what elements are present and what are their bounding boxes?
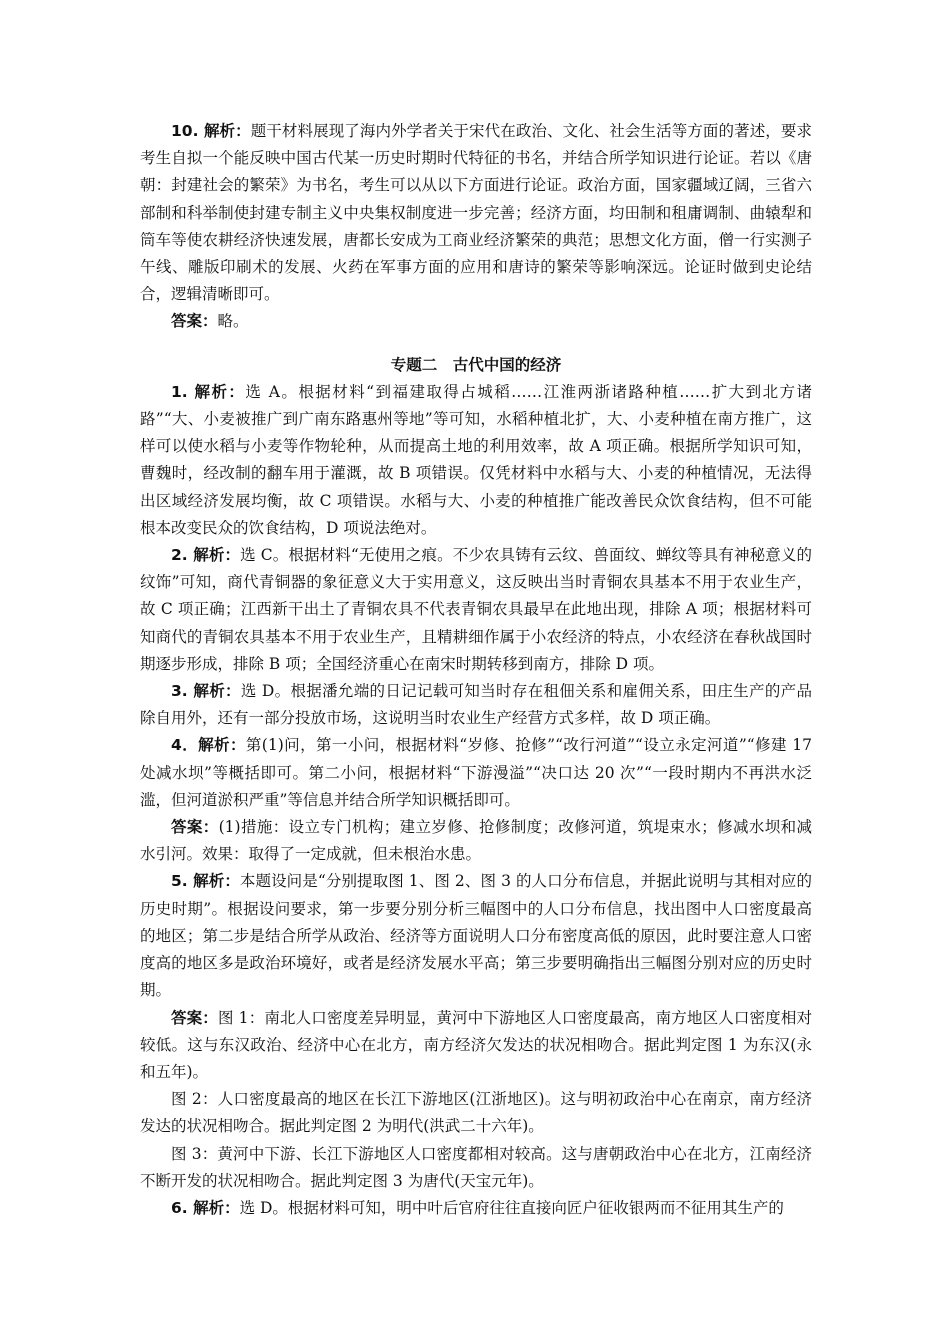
label-q6-analysis: 6. 解析：: [171, 1198, 240, 1217]
text-q5-analysis: 本题设问是“分别提取图 1、图 2、图 3 的人口分布信息，并据此说明与其相对应的历史时期”。根据设问要求，第一步要分别分析三幅图中的人口分布信息，找出图中人口密度最高的地区；第二步是结合所学从政治、经济等方面说明人口分布密度高低的原因，此时要注意人口密度高的地区多是政治环境好，或者是经济发展水平高；第三步要明确指出三幅图分别对应的历史时期。: [140, 872, 812, 1000]
text-q6-analysis: 选 D。根据材料可知，明中叶后官府往往直接向匠户征收银两而不征用其生产的: [239, 1198, 784, 1217]
paragraph-q4-analysis: [140, 732, 812, 814]
label-q10-analysis: 10. 解析：: [171, 122, 251, 140]
text-q4-answer: (1)措施：设立专门机构；建立岁修、抢修制度；改修河道，筑堤束水；修减水坝和减水引河。效果：取得了一定成就，但未根治水患。: [140, 818, 812, 864]
label-q1-analysis: 1. 解析：: [171, 382, 246, 401]
paragraph-q2-analysis: [140, 542, 812, 678]
paragraph-q3-analysis: [140, 678, 812, 732]
text-q4-analysis: 第(1)问，第一小问，根据材料“岁修、抢修”“改行河道”“设立永定河道”“修建 17 处减水坝”等概括即可。第二小问，根据材料“下游漫溢”“决口达 20 次”“一段时期内不再洪水泛滥，但河道淤积严重”等信息并结合所学知识概括即可。: [140, 736, 812, 809]
text-q5-answer-fig2: 图 2：人口密度最高的地区在长江下游地区(江浙地区)。这与明初政治中心在南京，南方经济发达的状况相吻合。据此判定图 2 为明代(洪武二十六年)。: [140, 1090, 812, 1136]
paragraph-q5-answer-fig1: [140, 1005, 812, 1087]
text-q2-analysis: 选 C。根据材料“无使用之痕。不少农具铸有云纹、兽面纹、蝉纹等具有神秘意义的纹饰”可知，商代青铜器的象征意义大于实用意义，这反映出当时青铜农具基本不用于农业生产，故 C 项正确；江西新干出土了青铜农具不代表青铜农具最早在此地出现，排除 A 项；根据材料可知商代的青铜农具基本不用于农业生产，且精耕细作属于小农经济的特点，小农经济在春秋战国时期逐步形成，排除 B 项；全国经济重心在南宋时期转移到南方，排除 D 项。: [140, 546, 812, 673]
paragraph-q5-analysis: [140, 868, 812, 1004]
paragraph-q10-answer: [140, 308, 812, 335]
paragraph-q6-analysis: [140, 1195, 812, 1222]
paragraph-q4-answer: [140, 814, 812, 868]
text-q10-analysis: 题干材料展现了海内外学者关于宋代在政治、文化、社会生活等方面的著述，要求考生自拟一个能反映中国古代某一历史时期时代特征的书名，并结合所学知识进行论证。若以《唐朝：封建社会的繁荣》为书名，考生可以从以下方面进行论证。政治方面，国家疆域辽阔，三省六部制和科举制使封建专制主义中央集权制度进一步完善；经济方面，均田制和租庸调制、曲辕犁和筒车等使农耕经济快速发展，唐都长安成为工商业经济繁荣的典范；思想文化方面，僧一行实测子午线、雕版印刷术的发展、火药在军事方面的应用和唐诗的繁荣等影响深远。论证时做到史论结合，逻辑清晰即可。: [140, 122, 812, 304]
paragraph-q1-analysis: [140, 379, 812, 542]
label-q3-analysis: 3. 解析：: [171, 682, 241, 701]
label-q5-analysis: 5. 解析：: [171, 872, 240, 891]
text-q3-analysis: 选 D。根据潘允端的日记记载可知当时存在租佃关系和雇佣关系，田庄生产的产品除自用外，还有一部分投放市场，这说明当时农业生产经营方式多样，故 D 项正确。: [140, 682, 812, 728]
label-q5-answer: 答案：: [171, 1008, 218, 1027]
paragraph-q5-answer-fig2: [140, 1086, 812, 1140]
text-q1-analysis: 选 A。根据材料“到福建取得占城稻……江淮两浙诸路种植……扩大到北方诸路”“大、小麦被推广到广南东路惠州等地”等可知，水稻种植北扩，大、小麦种植在南方推广，这样可以使水稻与小麦等作物轮种，从而提高土地的利用效率，故 A 项正确。根据所学知识可知，曹魏时，经改制的翻车用于灌溉，故 B 项错误。仅凭材料中水稻与大、小麦的种植情况，无法得出区域经济发展均衡，故 C 项错误。水稻与大、小麦的种植推广能改善民众饮食结构，但不可能根本改变民众的饮食结构，D 项说法绝对。: [140, 382, 812, 537]
label-q4-analysis: 4．解析：: [171, 736, 246, 755]
paragraph-q10-analysis: [140, 118, 812, 308]
label-q4-answer: 答案：: [171, 818, 219, 837]
label-q2-analysis: 2. 解析：: [171, 546, 241, 565]
text-q10-answer: 略。: [217, 312, 249, 331]
section-title: 专题二 古代中国的经济: [390, 355, 562, 374]
label-q10-answer: 答案：: [171, 312, 218, 331]
text-q5-answer-fig1: 图 1：南北人口密度差异明显，黄河中下游地区人口密度最高，南方地区人口密度相对较低。这与东汉政治、经济中心在北方，南方经济欠发达的状况相吻合。据此判定图 1 为东汉(永和五年)。: [140, 1008, 812, 1081]
paragraph-q5-answer-fig3: [140, 1141, 812, 1195]
text-q5-answer-fig3: 图 3：黄河中下游、长江下游地区人口密度都相对较高。这与唐朝政治中心在北方，江南经济不断开发的状况相吻合。据此判定图 3 为唐代(天宝元年)。: [140, 1144, 812, 1190]
document-page: [140, 118, 812, 1222]
